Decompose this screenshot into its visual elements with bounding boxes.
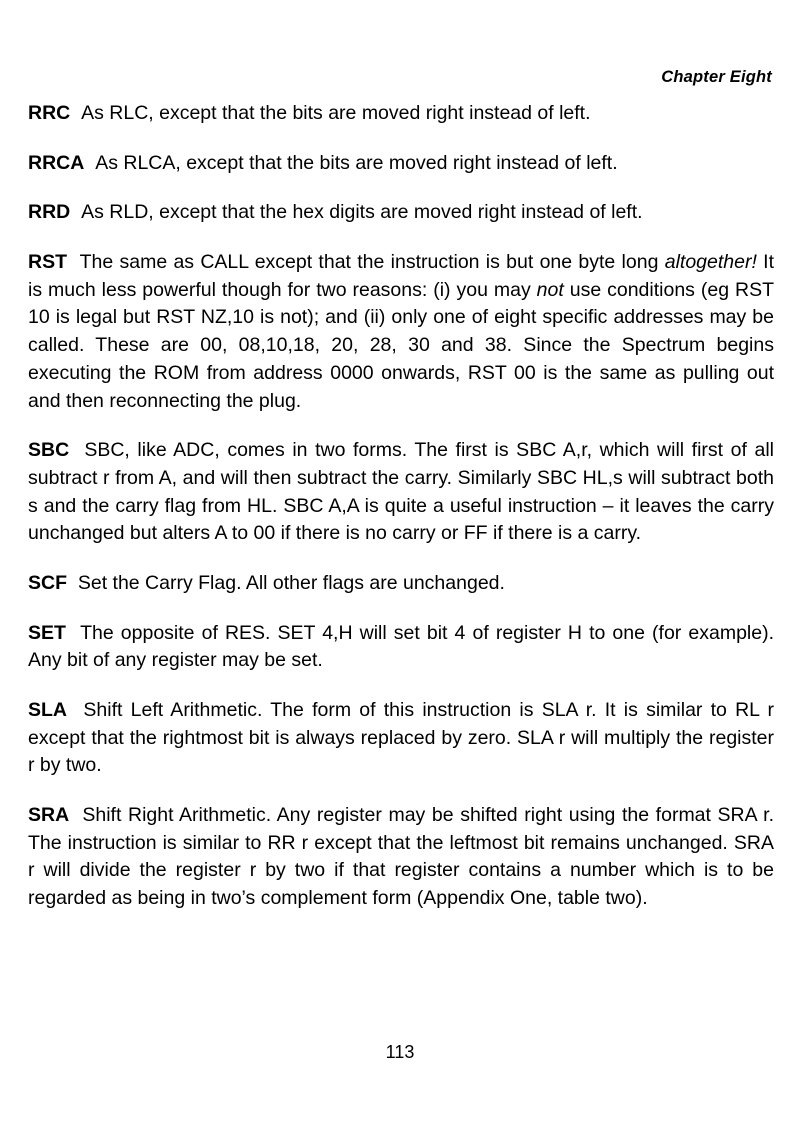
running-head: Chapter Eight — [661, 68, 772, 86]
entry-mnemonic: SCF — [28, 571, 67, 594]
glossary-entry — [28, 150, 774, 178]
glossary-entry — [28, 100, 774, 128]
page-body — [28, 100, 774, 913]
entry-mnemonic: SRA — [28, 804, 70, 827]
glossary-entry — [28, 697, 774, 780]
page-number: 113 — [385, 1042, 415, 1062]
entry-mnemonic: RRC — [28, 102, 71, 124]
entry-emphasis: altogether! — [664, 251, 757, 274]
glossary-entry — [28, 437, 774, 548]
glossary-entry — [28, 620, 774, 675]
glossary-entry — [28, 249, 774, 415]
entry-text: SBC, like ADC, comes in two forms. The first is SBC A,r, which will first of all subtract r from A, and will then subtract the carry. Similarly SBC HL,s will subtract both s and the carry flag from HL. SBC A,A is quite a useful instruction – it leaves the carry unchanged but alters A to 00 if there is no carry or FF if there is a carry. — [28, 439, 775, 545]
entry-text: The same as CALL except that the instruction is but one byte long — [79, 251, 665, 274]
entry-text: Set the Carry Flag. All other flags are unchanged. — [77, 571, 505, 594]
entry-text: Shift Right Arithmetic. Any register may be shifted right using the format SRA r. The instruction is similar to RR r except that the leftmost bit remains unchanged. SRA r will divide the register r by two if that register contains a number which is to be regarded as being in two’s complement form (Appendix One, table two). — [28, 804, 774, 910]
entry-text: Shift Left Arithmetic. The form of this instruction is SLA r. It is similar to RL r except that the rightmost bit is always replaced by zero. SLA r will multiply the register r by two. — [28, 699, 774, 777]
entry-mnemonic: RRCA — [28, 151, 85, 174]
entry-mnemonic: RST — [28, 251, 67, 274]
entry-mnemonic: SBC — [28, 439, 70, 462]
entry-text: The opposite of RES. SET 4,H will set bit 4 of register H to one (for example). Any bit of any register may be set. — [28, 621, 774, 672]
entry-mnemonic: SLA — [28, 699, 67, 721]
entry-text: It is much less powerful though for two reasons: (i) you may — [28, 251, 775, 301]
entry-mnemonic: RRD — [28, 201, 71, 224]
entry-text: As RLCA, except that the bits are moved right instead of left. — [95, 151, 618, 174]
glossary-entry — [28, 570, 774, 598]
entry-text: use conditions (eg RST 10 is legal but RST NZ,10 is not); and (ii) only one of eight specific addresses may be called. These are 00, 08,10,18, 20, 28, 30 and 38. Since the Spectrum begins executing the ROM from address 0000 onwards, RST 00 is the same as pulling out and then reconnecting the plug. — [28, 278, 774, 412]
entry-text: As RLC, except that the bits are moved right instead of left. — [81, 102, 591, 124]
glossary-entry — [28, 802, 774, 913]
entry-text: As RLD, except that the hex digits are moved right instead of left. — [81, 201, 643, 224]
entry-emphasis: not — [536, 278, 564, 301]
entry-mnemonic: SET — [28, 621, 66, 644]
glossary-entry — [28, 199, 774, 227]
